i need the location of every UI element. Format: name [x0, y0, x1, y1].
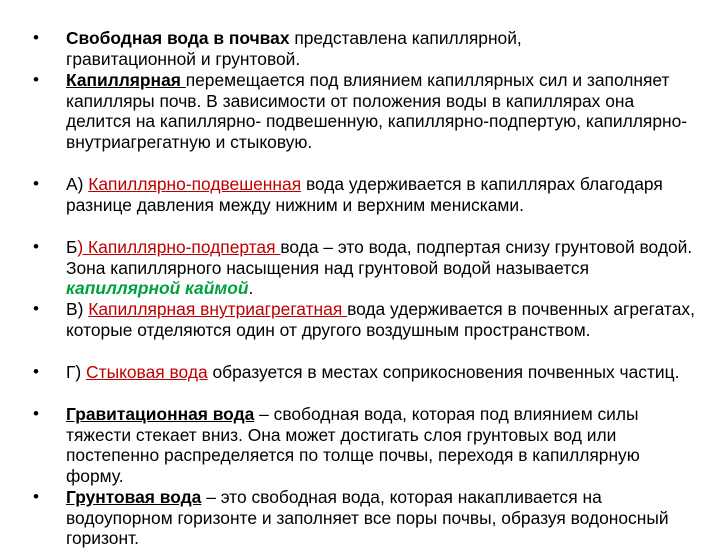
bullet-dot-icon: • — [33, 237, 39, 256]
term-capillary: Капиллярная — [66, 70, 186, 90]
item-body: – свободная вода, которая под влиянием силы тяжести стекает вниз. Она может достигать слоя грунтовых вод или постепенно распределяется по толще почвы, переходя в капиллярную форму. — [66, 404, 640, 487]
item-text — [66, 299, 696, 340]
item-prefix: А) — [66, 174, 89, 194]
item-text — [66, 362, 696, 383]
bullet-dot-icon: • — [33, 487, 39, 506]
item-body: представлена капиллярной, — [289, 28, 522, 48]
item-body: перемещается под влиянием капиллярных сил и заполняет капилляры почв. В зависимости от положения воды в капиллярах она делится на капиллярно- подвешенную, капиллярно-подпертую, капиллярно-внутриагрегатную и стыковую. — [66, 70, 688, 153]
item-body: образуется в местах соприкосновения почвенных частиц. — [207, 362, 680, 382]
item-text — [66, 404, 696, 487]
bullet-dot-icon: • — [33, 299, 39, 318]
item-body: вода удерживается в почвенных агрегатах, которые отделяются один от другого воздушным пространством. — [66, 299, 695, 340]
term-free-water: Свободная вода в почвах — [66, 28, 290, 48]
item-body: вода удерживается в капиллярах благодаря разнице давления между нижним и верхним менисками. — [66, 174, 663, 215]
item-prefix: Г) — [66, 362, 87, 382]
highlight-capillary-fringe: капиллярной каймой — [66, 278, 249, 299]
item-text — [66, 70, 696, 153]
term-groundwater: Грунтовая вода — [66, 487, 202, 507]
bullet-dot-icon: • — [33, 28, 39, 47]
item-prefix: Б — [66, 237, 78, 257]
term-supported: ) Капиллярно-подпертая — [77, 237, 281, 257]
term-gravitational: Гравитационная вода — [66, 404, 255, 424]
bullet-dot-icon: • — [33, 70, 39, 89]
bullet-dot-icon: • — [33, 404, 39, 423]
bullet-dot-icon: • — [33, 362, 39, 381]
item-text — [66, 174, 696, 215]
item-text — [66, 237, 696, 299]
item-end: . — [248, 278, 254, 299]
bullet-dot-icon: • — [33, 174, 39, 193]
term-pendular: Стыковая вода — [86, 362, 208, 382]
item-body: вода – это вода, подпертая снизу грунтовой водой. Зона капиллярного насыщения над грунтовой водой называется — [66, 237, 693, 278]
item-body: – это свободная вода, которая накапливается на водоупорном горизонте и заполняет все поры почвы, образуя водоносный горизонт. — [66, 487, 669, 549]
item-body-line2: гравитационной и грунтовой. — [66, 48, 301, 69]
item-prefix: В) — [66, 299, 89, 319]
term-suspended: Капиллярно-подвешенная — [88, 174, 302, 194]
term-intra-aggregate: Капиллярная внутриагрегатная — [88, 299, 348, 319]
item-text — [66, 28, 696, 69]
